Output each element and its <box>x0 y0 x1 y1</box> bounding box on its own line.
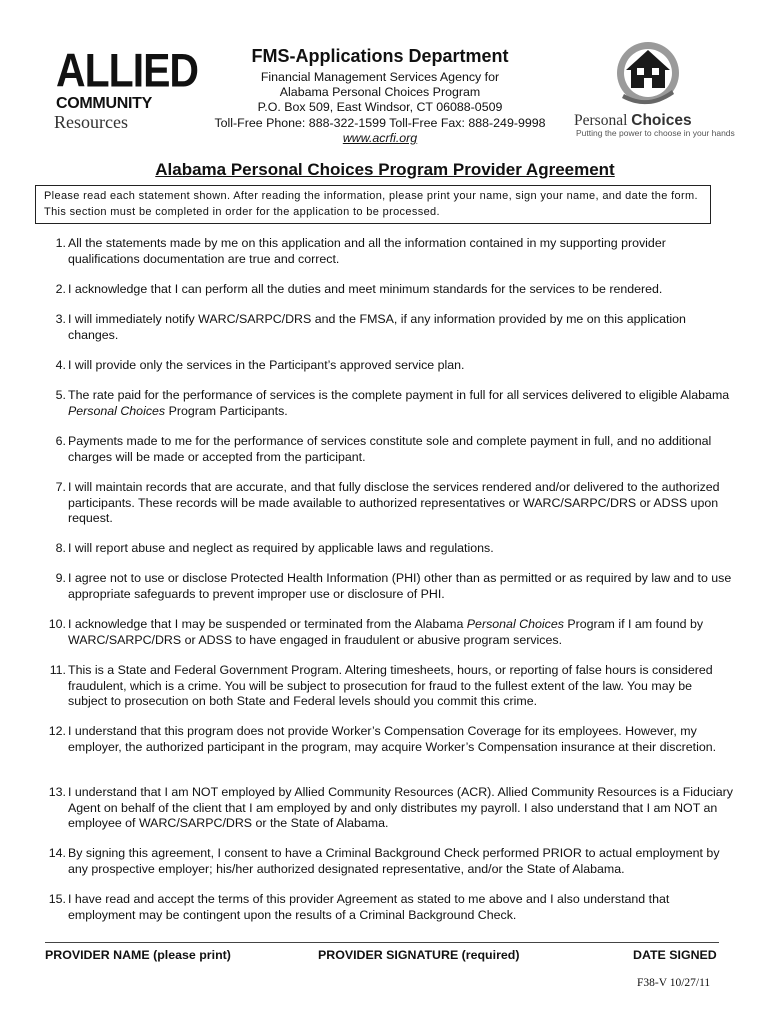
item-text-part: Program Participants. <box>165 403 288 418</box>
item-number: 8. <box>55 541 66 555</box>
program-name-emphasis: Personal Choices <box>466 617 564 631</box>
item-number: 14. <box>48 846 66 860</box>
item-number: 12. <box>48 724 66 738</box>
item-text-part: I acknowledge that I may be suspended or terminated from the Alabama <box>68 617 467 631</box>
provider-signature-label: PROVIDER SIGNATURE (required) <box>318 948 520 962</box>
item-number: 11. <box>49 663 66 677</box>
item-text <box>68 617 734 648</box>
logo-choices-text: Choices <box>631 112 692 129</box>
document-title: Alabama Personal Choices Program Provider Agreement <box>155 160 615 179</box>
logo-resources-text: Resources <box>54 112 128 132</box>
date-signed-label: DATE SIGNED <box>633 948 717 962</box>
header-line-4: Toll-Free Phone: 888-322-1599 Toll-Free Fax: 888-249-9998 <box>214 115 546 130</box>
provider-name-label: PROVIDER NAME (please print) <box>45 948 231 962</box>
item-number: 5. <box>55 388 66 402</box>
item-number: 13. <box>48 785 66 799</box>
item-number: 9. <box>55 571 66 585</box>
header-line-3: P.O. Box 509, East Windsor, CT 06088-0509 <box>257 100 503 115</box>
logo-personal-text: Personal <box>574 112 628 129</box>
header-address-block <box>190 46 570 146</box>
instructions-box: Please read each statement shown. After reading the information, please print your name, sign your name, and date the form. This section must be completed in order for the application to be processed. <box>35 185 711 224</box>
program-name-emphasis: Personal Choices <box>68 403 166 418</box>
logo-community-text: COMMUNITY <box>56 95 152 112</box>
item-number: 2. <box>55 282 66 296</box>
item-text: I understand that I am NOT employed by Allied Community Resources (ACR). Allied Community Resources is a Fiduciary Agent on behalf of the client that I am employed by and only distributes my payroll. I also understand that I am NOT an employee of WARC/SARPC/DRS or the State of Alabama. <box>68 785 733 831</box>
allied-community-resources-logo <box>48 42 199 132</box>
item-text: I acknowledge that I can perform all the duties and meet minimum standards for the services to be rendered. <box>68 282 663 296</box>
personal-choices-logo <box>572 40 735 138</box>
item-number: 7. <box>55 480 66 494</box>
logo-allied-text: ALLIED <box>56 44 199 97</box>
website-link[interactable]: www.acrfi.org <box>342 130 418 145</box>
item-text-part: Program if I am found by WARC/SARPC/DRS or ADSS to have engaged in fraudulent or abusive program services. <box>68 617 704 647</box>
item-text-part: The rate paid for the performance of services is the complete payment in full for all services delivered to eligible Alabama <box>68 388 730 402</box>
item-text: I will report abuse and neglect as required by applicable laws and regulations. <box>68 541 494 555</box>
item-text <box>68 388 734 419</box>
item-number: 10. <box>48 617 66 631</box>
item-text: Payments made to me for the performance of services constitute sole and complete payment in full, and no additional charges will be made or accepted from the participant. <box>68 434 712 464</box>
form-number: F38-V 10/27/11 <box>637 977 711 989</box>
item-text: I agree not to use or disclose Protected Health Information (PHI) other than as permitted or as required by law and to use appropriate safeguards to prevent improper use or disclosure of PHI. <box>68 571 732 601</box>
item-number: 4. <box>55 358 66 372</box>
house-hand-icon <box>612 40 684 110</box>
item-text: I will provide only the services in the Participant’s approved service plan. <box>68 358 465 372</box>
item-text: I have read and accept the terms of this provider Agreement as stated to me above and I also understand that employment may be contingent upon the results of a Criminal Background Check. <box>68 892 670 922</box>
header-line-2: Alabama Personal Choices Program <box>279 85 481 100</box>
department-title: FMS-Applications Department <box>251 46 509 66</box>
item-text: I will immediately notify WARC/SARPC/DRS and the FMSA, if any information provided by me on this application changes. <box>68 312 686 342</box>
signature-line[interactable] <box>45 942 719 943</box>
item-number: 15. <box>48 892 66 906</box>
item-text: This is a State and Federal Government Program. Altering timesheets, hours, or reporting of false hours is considered fraudulent, which is a crime. You will be subject to prosecution for fraud to the fullest extent of the law. You may be subject to prosecution on both State and Federal levels should you commit this crime. <box>68 663 713 709</box>
item-text: By signing this agreement, I consent to have a Criminal Background Check performed PRIOR to actual employment by any prospective employer; his/her authorized designated representative, and/or the State of Alabama. <box>68 846 720 876</box>
item-number: 1. <box>55 236 66 250</box>
item-number: 3. <box>55 312 66 326</box>
item-text: I will maintain records that are accurate, and that fully disclose the services rendered and/or delivered to the authorized participants. These records will be made available to authorized representatives or WARC/SARPC/DRS or ADSS upon request. <box>68 480 720 526</box>
item-text: I understand that this program does not provide Worker’s Compensation Coverage for its employees. However, my employer, the authorized participant in the program, may acquire Worker’s Compensation insurance at their discretion. <box>68 724 717 754</box>
logo-tagline: Putting the power to choose in your hands <box>576 128 735 138</box>
item-text: All the statements made by me on this application and all the information contained in my supporting provider qualifications documentation are true and correct. <box>68 236 666 266</box>
item-number: 6. <box>55 434 66 448</box>
header-line-1: Financial Management Services Agency for <box>260 70 500 84</box>
